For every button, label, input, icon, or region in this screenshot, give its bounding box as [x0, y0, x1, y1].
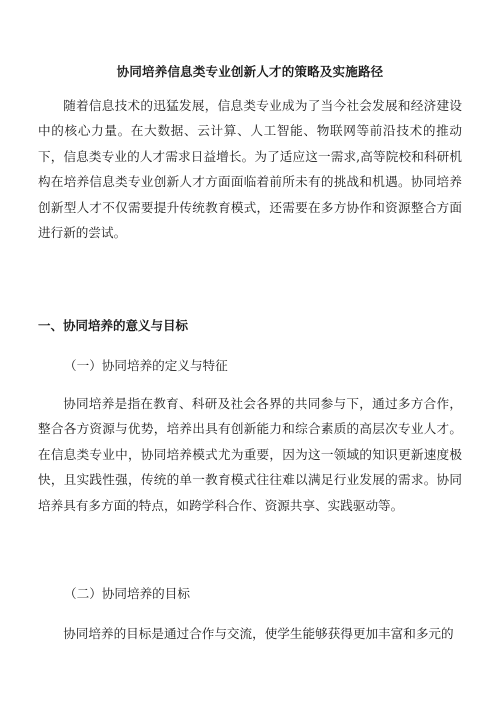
- subsection-2-heading: （二）协同培养的目标: [64, 586, 190, 601]
- document-title: 协同培养信息类专业创新人才的策略及实施路径: [116, 64, 384, 79]
- document-page: [38, 0, 462, 707]
- subsection-2-paragraph: 协同培养的目标是通过合作与交流，使学生能够获得更加丰富和多元的: [63, 626, 454, 641]
- intro-paragraph: 随着信息技术的迅猛发展，信息类专业成为了当今社会发展和经济建设中的核心力量。在大数据、云计算、人工智能、物联网等前沿技术的推动下，信息类专业的人才需求日益增长。为了适应这一需求,高等院校和科研机构在培养信息类专业创新人才方面面临着前所未有的挑战和机遇。协同培养创新型人才不仅需要提升传统教育模式，还需要在多方协作和资源整合方面进行新的尝试。: [38, 98, 462, 241]
- subsection-1-paragraph: 协同培养是指在教育、科研及社会各界的共同参与下，通过多方合作，整合各方资源与优势，培养出具有创新能力和综合素质的高层次专业人才。在信息类专业中，协同培养模式尤为重要，因为这一领域的知识更新速度极快，且实践性强，传统的单一教育模式往往难以满足行业发展的需求。协同培养具有多方面的特点，如跨学科合作、资源共享、实践驱动等。: [38, 396, 462, 513]
- subsection-1-heading: （一）协同培养的定义与特征: [64, 358, 228, 373]
- section-1-heading: 一、协同培养的意义与目标: [38, 318, 189, 333]
